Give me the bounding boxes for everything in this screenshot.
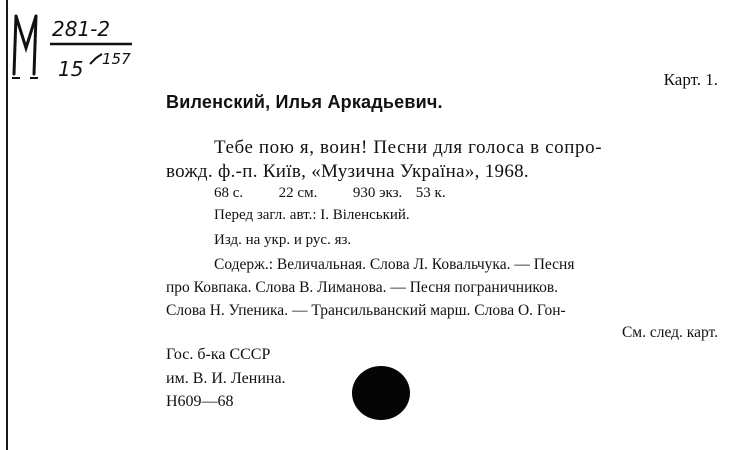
- card-number: Карт. 1.: [663, 70, 718, 89]
- note-line: Перед загл. авт.: І. Віленський.: [214, 207, 410, 223]
- collation-line: [214, 185, 446, 202]
- library-line: Гос. б-ка СССР: [166, 346, 271, 363]
- collation-size: 22 см.: [278, 185, 318, 201]
- handwritten-number-bottom: 15: [58, 57, 84, 81]
- collation-copies: 930 экз.: [352, 185, 403, 201]
- contents-line: про Ковпака. Слова В. Лиманова. — Песня пограничников.: [166, 279, 559, 296]
- note-line: Изд. на укр. и рус. яз.: [214, 232, 352, 248]
- title-line-2: вожд. ф.-п. Київ, «Музична Україна», 1968.: [166, 161, 529, 182]
- handwritten-number-top: 281-2: [52, 17, 111, 41]
- see-next-card: См. след. карт.: [621, 324, 718, 341]
- collation-pages: 68 с.: [214, 185, 244, 201]
- ink-blot-stamp: [352, 366, 410, 420]
- handwritten-number-sup: 157: [102, 50, 131, 68]
- collation-price: 53 к.: [415, 185, 446, 201]
- author-heading: Виленский, Илья Аркадьевич.: [166, 92, 443, 112]
- library-line: им. В. И. Ленина.: [166, 370, 286, 387]
- handwritten-shelfmark: [10, 8, 150, 88]
- contents-line: Слова Н. Упеника. — Трансильванский марш. Слова О. Гон-: [166, 302, 566, 319]
- library-code: Н609—68: [166, 393, 234, 410]
- card-left-edge: [6, 0, 8, 450]
- contents-line: Содерж.: Величальная. Слова Л. Ковальчука. — Песня: [214, 256, 575, 273]
- title-line-1: Тебе пою я, воин! Песни для голоса в сопро-: [214, 137, 603, 158]
